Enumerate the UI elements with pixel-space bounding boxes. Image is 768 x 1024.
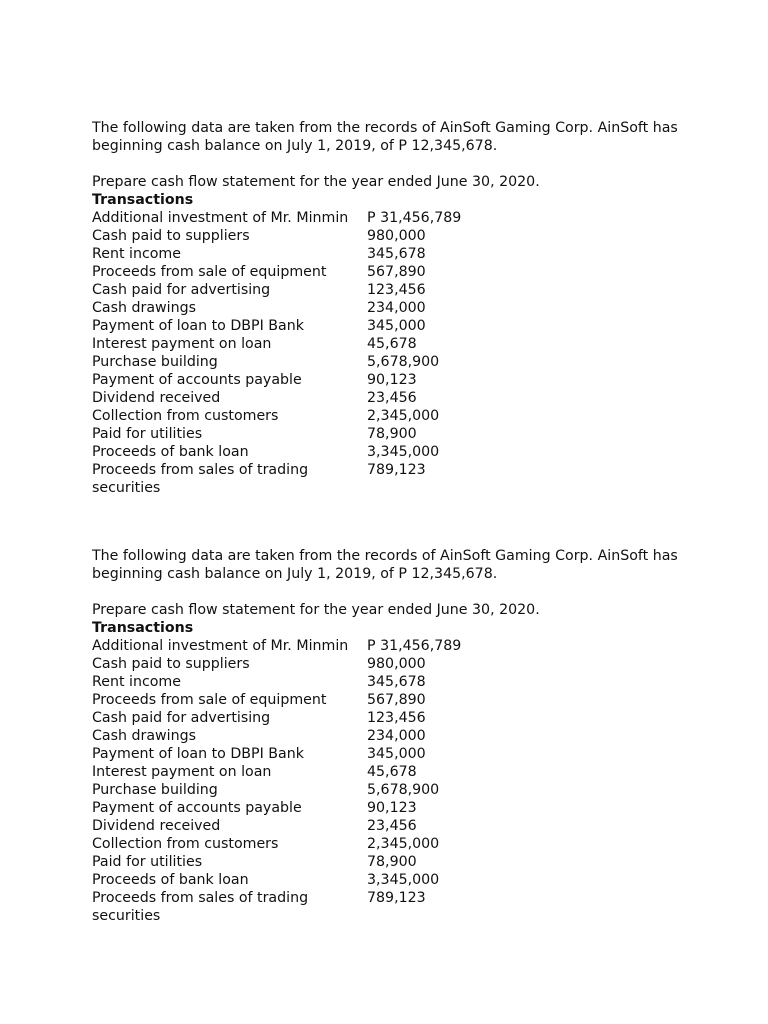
transaction-label: Cash paid for advertising bbox=[92, 710, 271, 726]
transaction-amount: 2,345,000 bbox=[367, 836, 440, 852]
transaction-row bbox=[92, 461, 487, 497]
transaction-row bbox=[92, 673, 487, 691]
instruction-line: Prepare cash flow statement for the year ended June 30, 2020. bbox=[92, 174, 540, 190]
transactions-body bbox=[92, 637, 487, 925]
transaction-label: Additional investment of Mr. Minmin bbox=[92, 638, 349, 654]
transaction-amount: 567,890 bbox=[367, 692, 426, 708]
transaction-label: Purchase building bbox=[92, 782, 218, 798]
transaction-label: Cash drawings bbox=[92, 300, 196, 316]
transaction-label: Paid for utilities bbox=[92, 854, 203, 870]
transaction-row bbox=[92, 299, 487, 317]
transaction-amount: 90,123 bbox=[367, 372, 417, 388]
transaction-label: Cash paid for advertising bbox=[92, 282, 271, 298]
transaction-label: Payment of accounts payable bbox=[92, 800, 302, 816]
transaction-row bbox=[92, 371, 487, 389]
transaction-row bbox=[92, 353, 487, 371]
transaction-amount: 2,345,000 bbox=[367, 408, 440, 424]
transaction-label: Payment of loan to DBPI Bank bbox=[92, 318, 304, 334]
transaction-row bbox=[92, 335, 487, 353]
transactions-table bbox=[92, 209, 487, 497]
transaction-amount: 980,000 bbox=[367, 656, 426, 672]
transaction-label: Dividend received bbox=[92, 818, 221, 834]
transaction-label: Proceeds from sale of equipment bbox=[92, 692, 327, 708]
transaction-row bbox=[92, 317, 487, 335]
transaction-amount: P 31,456,789 bbox=[367, 638, 462, 654]
transaction-row bbox=[92, 227, 487, 245]
transaction-row bbox=[92, 889, 487, 925]
transaction-row bbox=[92, 745, 487, 763]
transaction-label: Additional investment of Mr. Minmin bbox=[92, 210, 349, 226]
transaction-label: Paid for utilities bbox=[92, 426, 203, 442]
problem-section-1 bbox=[92, 119, 692, 497]
transaction-row bbox=[92, 799, 487, 817]
transaction-label: Dividend received bbox=[92, 390, 221, 406]
transaction-amount: 45,678 bbox=[367, 764, 417, 780]
transaction-row bbox=[92, 781, 487, 799]
transaction-amount: 78,900 bbox=[367, 854, 417, 870]
transaction-row bbox=[92, 817, 487, 835]
transaction-amount: 345,678 bbox=[367, 674, 426, 690]
transaction-amount: 23,456 bbox=[367, 390, 417, 406]
transaction-row bbox=[92, 691, 487, 709]
transaction-amount: 345,000 bbox=[367, 746, 426, 762]
transaction-row bbox=[92, 389, 487, 407]
transactions-heading: Transactions bbox=[92, 192, 194, 208]
transaction-amount: 5,678,900 bbox=[367, 782, 440, 798]
transaction-amount: 123,456 bbox=[367, 710, 426, 726]
transaction-row bbox=[92, 209, 487, 227]
transaction-amount: 345,678 bbox=[367, 246, 426, 262]
transaction-label: Cash paid to suppliers bbox=[92, 228, 250, 244]
transaction-amount: 45,678 bbox=[367, 336, 417, 352]
transactions-table bbox=[92, 637, 487, 925]
transaction-amount: 5,678,900 bbox=[367, 354, 440, 370]
transaction-amount: 3,345,000 bbox=[367, 872, 440, 888]
transaction-row bbox=[92, 407, 487, 425]
transaction-row bbox=[92, 835, 487, 853]
transaction-label: Rent income bbox=[92, 246, 181, 262]
transaction-label: Payment of loan to DBPI Bank bbox=[92, 746, 304, 762]
transaction-row bbox=[92, 637, 487, 655]
transaction-label: Proceeds of bank loan bbox=[92, 872, 249, 888]
transaction-label: Proceeds from sales of trading securities bbox=[92, 462, 309, 496]
transaction-amount: P 31,456,789 bbox=[367, 210, 462, 226]
transaction-row bbox=[92, 763, 487, 781]
transaction-amount: 789,123 bbox=[367, 890, 426, 906]
transaction-row bbox=[92, 245, 487, 263]
transaction-label: Collection from customers bbox=[92, 836, 279, 852]
transaction-label: Proceeds from sales of trading securities bbox=[92, 890, 309, 924]
transaction-row bbox=[92, 709, 487, 727]
transactions-heading: Transactions bbox=[92, 620, 194, 636]
transaction-label: Cash drawings bbox=[92, 728, 196, 744]
transaction-row bbox=[92, 727, 487, 745]
intro-paragraph: The following data are taken from the records of AinSoft Gaming Corp. AinSoft has beginning cash balance on July 1, 2019, of P 12,345,678. bbox=[92, 120, 678, 154]
transaction-amount: 3,345,000 bbox=[367, 444, 440, 460]
transaction-row bbox=[92, 263, 487, 281]
intro-paragraph: The following data are taken from the records of AinSoft Gaming Corp. AinSoft has beginning cash balance on July 1, 2019, of P 12,345,678. bbox=[92, 548, 678, 582]
transaction-amount: 980,000 bbox=[367, 228, 426, 244]
problem-section-2 bbox=[92, 547, 692, 925]
transaction-label: Rent income bbox=[92, 674, 181, 690]
transaction-row bbox=[92, 281, 487, 299]
transaction-label: Proceeds from sale of equipment bbox=[92, 264, 327, 280]
transaction-row bbox=[92, 871, 487, 889]
transaction-label: Payment of accounts payable bbox=[92, 372, 302, 388]
transaction-amount: 23,456 bbox=[367, 818, 417, 834]
transaction-amount: 234,000 bbox=[367, 728, 426, 744]
transaction-amount: 789,123 bbox=[367, 462, 426, 478]
transaction-label: Cash paid to suppliers bbox=[92, 656, 250, 672]
transaction-row bbox=[92, 853, 487, 871]
transaction-label: Collection from customers bbox=[92, 408, 279, 424]
transaction-amount: 567,890 bbox=[367, 264, 426, 280]
transactions-body bbox=[92, 209, 487, 497]
transaction-amount: 90,123 bbox=[367, 800, 417, 816]
transaction-amount: 78,900 bbox=[367, 426, 417, 442]
transaction-row bbox=[92, 443, 487, 461]
transaction-label: Proceeds of bank loan bbox=[92, 444, 249, 460]
transaction-amount: 234,000 bbox=[367, 300, 426, 316]
transaction-label: Interest payment on loan bbox=[92, 764, 272, 780]
transaction-label: Interest payment on loan bbox=[92, 336, 272, 352]
transaction-row bbox=[92, 655, 487, 673]
transaction-row bbox=[92, 425, 487, 443]
transaction-label: Purchase building bbox=[92, 354, 218, 370]
transaction-amount: 345,000 bbox=[367, 318, 426, 334]
instruction-line: Prepare cash flow statement for the year ended June 30, 2020. bbox=[92, 602, 540, 618]
transaction-amount: 123,456 bbox=[367, 282, 426, 298]
